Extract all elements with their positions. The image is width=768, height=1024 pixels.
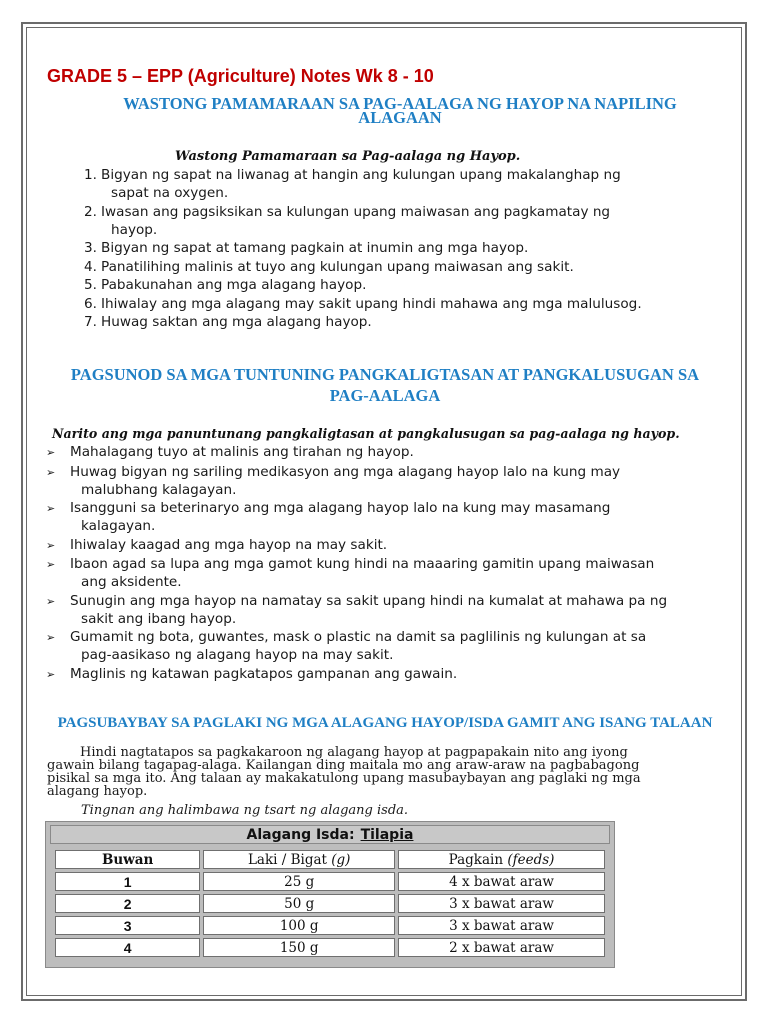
size-header-unit: (g) — [331, 851, 351, 868]
safety-rules-list — [46, 443, 736, 684]
item-text: Iwasan ang pagsiksikan sa kulungan upang maiwasan ang pagkamatay ng — [101, 203, 611, 220]
arrow-bullet-icon: ➢ — [46, 667, 56, 681]
item-text: Mahalagang tuyo at malinis ang tirahan ng hayop. — [70, 444, 414, 460]
section-3-paragraph — [47, 746, 737, 798]
item-text: Huwag bigyan ng sariling medikasyon ang mga alagang hayop lalo na kung may — [70, 463, 621, 480]
list-item — [84, 258, 734, 276]
item-number: 4. — [84, 258, 97, 275]
section-2-title-line: PAG-AALAGA — [329, 386, 441, 405]
section-3-title: PAGSUBAYBAY SA PAGLAKI NG MGA ALAGANG HAYOP/ISDA GAMIT ANG ISANG TALAAN — [57, 715, 713, 731]
table-row — [55, 894, 605, 913]
item-number: 3. — [84, 240, 97, 256]
list-item — [84, 295, 734, 313]
list-item — [46, 592, 736, 628]
month-cell: 3 — [55, 916, 200, 935]
arrow-bullet-icon: ➢ — [46, 446, 56, 459]
paragraph-line: pisikal sa mga ito. Ang talaan ay makakatulong upang masubaybayan ang paglaki ng mga — [47, 771, 641, 786]
arrow-bullet-icon: ➢ — [46, 502, 56, 515]
item-text: Gumamit ng bota, guwantes, mask o plastic na damit sa paglilinis ng kulungan at sa — [70, 629, 647, 645]
month-cell: 1 — [55, 872, 200, 891]
care-steps-list — [84, 166, 734, 332]
section-1-subtitle: Wastong Pamamaraan sa Pag-aalaga ng Hayop. — [175, 149, 521, 164]
list-item — [46, 628, 736, 664]
item-number: 7. — [84, 314, 97, 330]
item-text: Bigyan ng sapat at tamang pagkain at inumin ang mga hayop. — [101, 240, 529, 256]
item-text-continued: malubhang kalagayan. — [81, 481, 237, 498]
fish-growth-table — [45, 821, 615, 968]
list-item — [84, 313, 734, 331]
list-item — [46, 555, 736, 591]
section-1-title: WASTONG PAMAMARAAN SA PAG-AALAGA NG HAYOP NA NAPILING ALAGAAN — [123, 94, 677, 127]
list-item — [84, 203, 734, 239]
feed-cell: 4 x bawat araw — [398, 872, 605, 891]
item-text: Ihiwalay kaagad ang mga hayop na may sakit. — [70, 536, 388, 553]
item-number: 2. — [84, 203, 97, 220]
list-item — [46, 463, 736, 499]
item-text: Pabakunahan ang mga alagang hayop. — [101, 277, 367, 293]
list-item — [46, 536, 736, 555]
list-item — [46, 499, 736, 535]
arrow-bullet-icon: ➢ — [46, 538, 56, 552]
table-row — [55, 872, 605, 891]
item-text-continued: kalagayan. — [81, 518, 156, 534]
section-2-title-line: PAGSUNOD SA MGA TUNTUNING PANGKALIGTASAN AT PANGKALUSUGAN SA — [70, 365, 700, 384]
item-text: Huwag saktan ang mga alagang hayop. — [101, 314, 372, 330]
item-text: Ihiwalay ang mga alagang may sakit upang hindi mahawa ang mga malulusog. — [101, 295, 642, 312]
weight-cell: 25 g — [203, 872, 395, 891]
month-cell: 2 — [55, 894, 200, 913]
table-header-row — [55, 850, 605, 869]
table-row — [55, 938, 605, 957]
section-2-title — [45, 364, 725, 406]
paragraph-line: Hindi nagtatapos sa pagkakaroon ng alagang hayop at pagpapakain nito ang iyong — [80, 745, 628, 760]
column-header-month: Buwan — [55, 850, 200, 869]
item-text-continued: ang aksidente. — [81, 574, 182, 590]
item-number: 5. — [84, 277, 97, 293]
feed-header-unit: (feeds) — [507, 851, 555, 868]
growth-table-grid — [52, 847, 608, 960]
table-caption-value: Tilapia — [360, 827, 414, 843]
feed-cell: 2 x bawat araw — [398, 938, 605, 957]
list-item — [84, 166, 734, 202]
item-text: Panatilihing malinis at tuyo ang kulungan upang maiwasan ang sakit. — [101, 258, 574, 275]
arrow-bullet-icon: ➢ — [46, 594, 56, 608]
column-header-feed — [398, 850, 605, 869]
list-item — [46, 665, 736, 684]
arrow-bullet-icon: ➢ — [46, 631, 56, 644]
item-text-continued: hayop. — [111, 221, 158, 238]
table-intro-caption: Tingnan ang halimbawa ng tsart ng alagang isda. — [81, 803, 409, 818]
size-header-text: Laki / Bigat — [247, 851, 332, 868]
item-text-continued: pag-aasikaso ng alagang hayop na may sakit. — [81, 647, 394, 663]
list-item — [46, 443, 736, 462]
item-text-continued: sapat na oxygen. — [111, 185, 229, 201]
item-text-continued: sakit ang ibang hayop. — [81, 610, 237, 627]
weight-cell: 50 g — [203, 894, 395, 913]
table-row — [55, 916, 605, 935]
item-text: Sunugin ang mga hayop na namatay sa sakit upang hindi na kumalat at mahawa pa ng — [70, 592, 668, 609]
feed-header-text: Pagkain — [448, 851, 508, 868]
weight-cell: 150 g — [203, 938, 395, 957]
item-number: 6. — [84, 295, 97, 312]
feed-cell: 3 x bawat araw — [398, 916, 605, 935]
column-header-size — [203, 850, 395, 869]
table-caption-label: Alagang Isda: — [246, 827, 355, 843]
item-text: Maglinis ng katawan pagkatapos gampanan ang gawain. — [70, 665, 458, 682]
item-text: Ibaon agad sa lupa ang mga gamot kung hindi na maaaring gamitin upang maiwasan — [70, 556, 655, 572]
item-text: Isangguni sa beterinaryo ang mga alagang hayop lalo na kung may masamang — [70, 500, 611, 516]
list-item — [84, 276, 734, 294]
weight-cell: 100 g — [203, 916, 395, 935]
document-title: GRADE 5 – EPP (Agriculture) Notes Wk 8 - 10 — [47, 66, 434, 86]
section-2-subtitle: Narito ang mga panuntunang pangkaligtasan at pangkalusugan sa pag-aalaga ng hayop. — [52, 426, 680, 441]
arrow-bullet-icon: ➢ — [46, 465, 56, 479]
item-text: Bigyan ng sapat na liwanag at hangin ang kulungan upang makalanghap ng — [101, 167, 621, 183]
paragraph-line: gawain bilang tagapag-alaga. Kailangan ding maitala mo ang araw-araw na pagbabagong — [47, 758, 640, 773]
feed-cell: 3 x bawat araw — [398, 894, 605, 913]
table-caption — [50, 825, 610, 844]
arrow-bullet-icon: ➢ — [46, 558, 56, 571]
paragraph-line: alagang hayop. — [47, 784, 148, 799]
month-cell: 4 — [55, 938, 200, 957]
list-item — [84, 239, 734, 257]
item-number: 1. — [84, 167, 97, 183]
